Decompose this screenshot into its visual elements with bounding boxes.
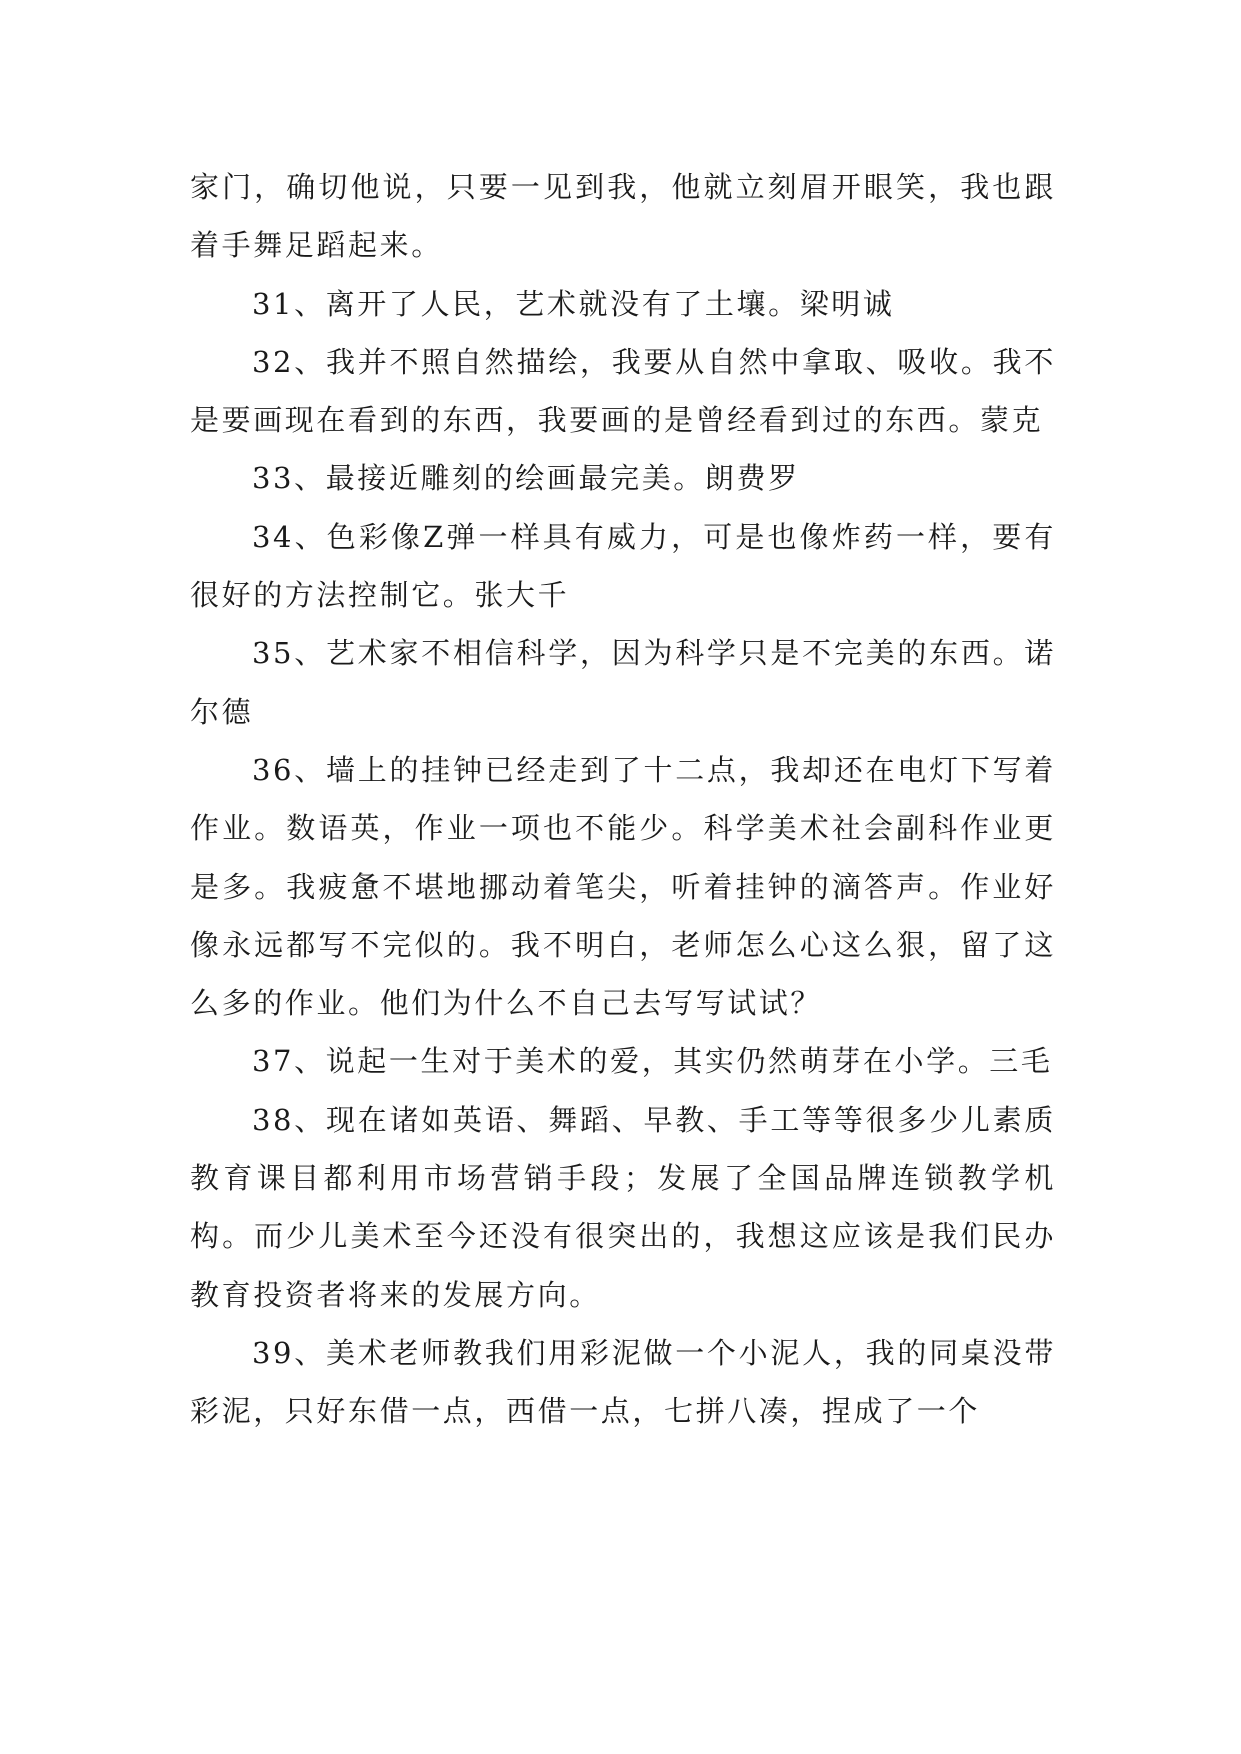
paragraph-39: 39、美术老师教我们用彩泥做一个小泥人，我的同桌没带彩泥，只好东借一点，西借一点，七拼八凑，捏成了一个	[190, 1335, 1056, 1429]
paragraph-35: 35、艺术家不相信科学，因为科学只是不完美的东西。诺尔德	[190, 636, 1056, 729]
paragraph-34: 34、色彩像Z弹一样具有威力，可是也像炸药一样，要有很好的方法控制它。张大千	[190, 519, 1056, 613]
paragraph-32: 32、我并不照自然描绘，我要从自然中拿取、吸收。我不是要画现在看到的东西，我要画的是曾经看到过的东西。蒙克	[190, 344, 1056, 438]
paragraph-continued: 家门，确切他说，只要一见到我，他就立刻眉开眼笑，我也跟着手舞足蹈起来。	[190, 170, 1056, 263]
document-body	[190, 158, 1056, 1441]
paragraph-37: 37、说起一生对于美术的爱，其实仍然萌芽在小学。三毛	[252, 1044, 1053, 1079]
paragraph-36: 36、墙上的挂钟已经走到了十二点，我却还在电灯下写着作业。数语英，作业一项也不能少。科学美术社会副科作业更是多。我疲惫不堪地挪动着笔尖，听着挂钟的滴答声。作业好像永远都写不完似的。我不明白，老师怎么心这么狠，留了这么多的作业。他们为什么不自己去写写试试？	[190, 752, 1056, 1021]
paragraph-31: 31、离开了人民，艺术就没有了土壤。梁明诚	[252, 286, 895, 321]
paragraph-38: 38、现在诸如英语、舞蹈、早教、手工等等很多少儿素质教育课目都利用市场营销手段；发展了全国品牌连锁教学机构。而少儿美术至今还没有很突出的，我想这应该是我们民办教育投资者将来的发展方向。	[190, 1102, 1056, 1312]
paragraph-33: 33、最接近雕刻的绘画最完美。朗费罗	[252, 461, 800, 496]
